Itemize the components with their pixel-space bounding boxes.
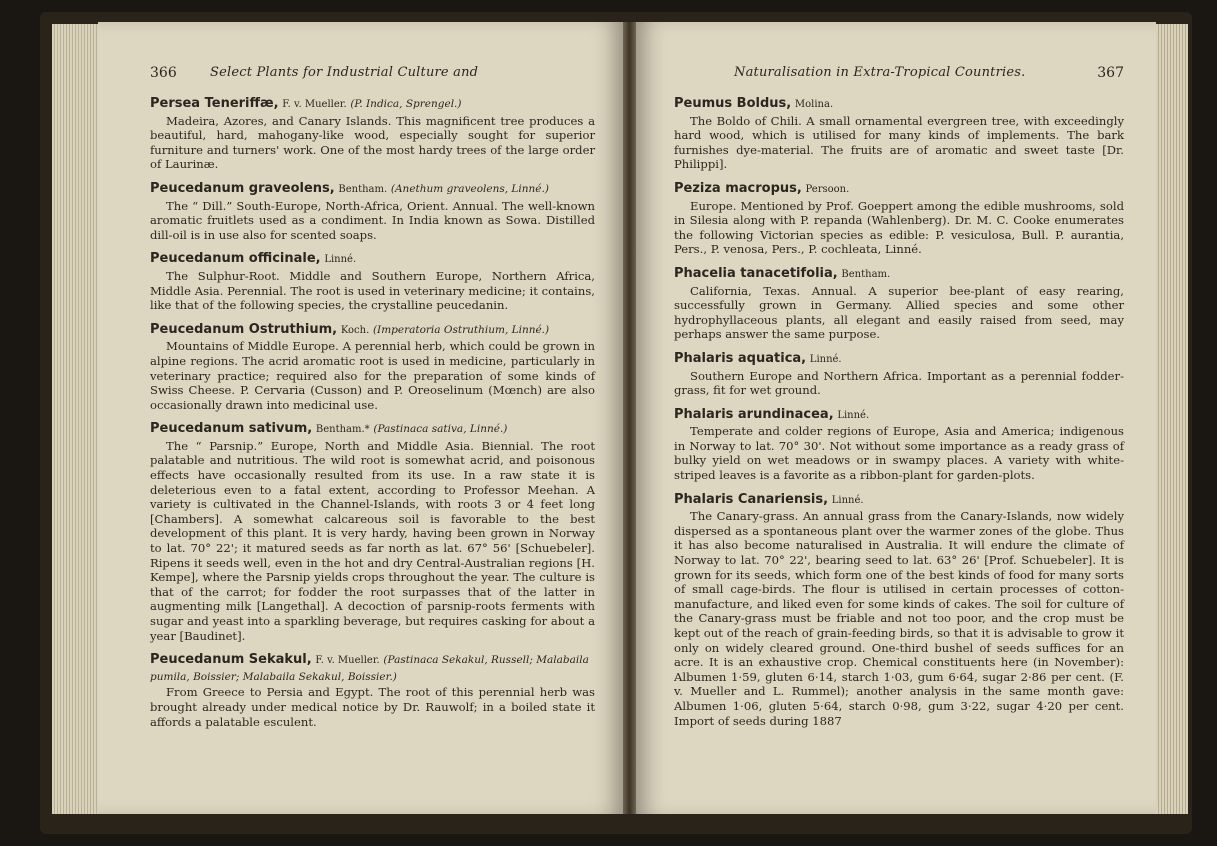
page-number: 367 bbox=[1097, 65, 1124, 81]
page-edges-left bbox=[52, 24, 98, 814]
entry-heading bbox=[150, 652, 595, 684]
plant-authority: Linné. bbox=[809, 353, 842, 365]
plant-entry bbox=[674, 266, 1124, 342]
entry-heading bbox=[674, 492, 1124, 509]
plant-authority: Bentham. bbox=[841, 268, 891, 280]
plant-synonym: (Imperatoria Ostruthium, Linné.) bbox=[372, 323, 550, 336]
plant-authority: F. v. Mueller. bbox=[282, 99, 347, 110]
entry-text: Europe. Mentioned by Prof. Goeppert among the edible mushrooms, sold in Silesia along with P. repanda (Wahlenberg). Dr. M. C. Cooke enumerates the following Victorian species as edible: P. vesiculosa, Bull. P. aurantia, Pers., P. venosa, Pers., P. cochleata, Linné. bbox=[674, 198, 1124, 257]
left-page-content bbox=[150, 22, 595, 814]
plant-name: Peumus Boldus, bbox=[674, 96, 792, 111]
plant-authority: Bentham. bbox=[338, 183, 388, 195]
plant-authority: F. v. Mueller. bbox=[315, 655, 380, 667]
plant-entry bbox=[150, 322, 595, 413]
plant-entry bbox=[674, 407, 1124, 483]
plant-name: Phacelia tanacetifolia, bbox=[674, 265, 838, 281]
plant-name: Peucedanum officinale, bbox=[150, 251, 321, 267]
plant-name: Persea Teneriffæ, bbox=[150, 96, 279, 111]
entry-heading bbox=[674, 351, 1124, 368]
entry-text: California, Texas. Annual. A superior bee-plant of easy rearing, successfully grown in Germany. Allied species and some other hydrophyllaceous plants, all elegant and easily raised from seed, may perhaps answer the same purpose. bbox=[674, 283, 1124, 342]
entry-heading bbox=[150, 421, 595, 438]
entry-heading bbox=[150, 96, 595, 113]
entry-heading bbox=[150, 251, 595, 268]
entry-heading bbox=[674, 96, 1124, 113]
entry-text: The “ Parsnip.” Europe, North and Middle Asia. Biennial. The root palatable and nutritious. The wild root is somewhat acrid, and poisonous effects have occasionally resulted from its use. In a raw state it is deleterious even to a fatal extent, according to Professor Meehan. A variety is cultivated in the Channel-Islands, with roots 3 or 4 feet long [Chambers]. A somewhat calcareous soil is favorable to the best development of this plant. It is very hardy, having been grown in Norway to lat. 70° 22'; it matured seeds as far north as lat. 67° 56' [Schuebeler]. Ripens it seeds well, even in the hot and dry Central-Australian regions [H. Kempe], where the Parsnip yields crops throughout the year. The culture is that of the carrot; for fodder the root surpasses that of the latter in augmenting milk [Langethal]. A decoction of parsnip-roots ferments with sugar and yeast into a sparkling beverage, but requires casking for about a year [Baudinet]. bbox=[150, 438, 595, 643]
plant-entry bbox=[150, 652, 595, 729]
plant-name: Peucedanum Ostruthium, bbox=[150, 321, 338, 337]
plant-synonym: (P. Indica, Sprengel.) bbox=[350, 98, 462, 110]
plant-synonym: (Pastinaca sativa, Linné.) bbox=[373, 423, 508, 436]
plant-authority: Bentham.* bbox=[315, 424, 370, 436]
left-page-header bbox=[150, 66, 595, 86]
plant-entry bbox=[150, 421, 595, 643]
entry-text: The “ Dill.” South-Europe, North-Africa, Orient. Annual. The well-known aromatic fruitlets used as a condiment. In India known as Sowa. Distilled dill-oil is in use also for scented soaps. bbox=[150, 198, 595, 242]
plant-authority: Koch. bbox=[340, 324, 370, 336]
plant-synonym: (Pastinaca Sekakul, Russell; Malabaila pumila, Boissier; Malabaila Sekakul, Boissier.) bbox=[150, 654, 589, 683]
plant-name: Phalaris aquatica, bbox=[674, 350, 807, 366]
page-edges-right bbox=[1156, 24, 1188, 814]
entry-text: Madeira, Azores, and Canary Islands. This magnificent tree produces a beautiful, hard, mahogany-like wood, especially sought for superior furniture and turners' work. One of the most hardy trees of the large order of Laurinæ. bbox=[150, 113, 595, 172]
plant-authority: Persoon. bbox=[805, 183, 850, 195]
plant-name: Peucedanum graveolens, bbox=[150, 180, 335, 196]
entry-text: The Sulphur-Root. Middle and Southern Europe, Northern Africa, Middle Asia. Perennial. The root is used in veterinary medicine; it contains, like that of the following species, the crystalline peucedanin. bbox=[150, 268, 595, 313]
plant-authority: Molina. bbox=[794, 99, 834, 110]
plant-authority: Linné. bbox=[831, 494, 864, 506]
plant-name: Phalaris arundinacea, bbox=[674, 406, 834, 422]
plant-entry bbox=[674, 96, 1124, 172]
right-page-content bbox=[674, 22, 1124, 814]
right-page bbox=[636, 22, 1156, 814]
entry-text: Mountains of Middle Europe. A perennial herb, which could be grown in alpine regions. The acrid aromatic root is used in medicine, particularly in veterinary practice; required also for the preparation of some kinds of Swiss Cheese. P. Cervaria (Cusson) and P. Oreoselinum (Mœnch) are also occasionally drawn into medicinal use. bbox=[150, 339, 595, 412]
plant-authority: Linné. bbox=[324, 254, 357, 266]
entry-text: From Greece to Persia and Egypt. The root of this perennial herb was brought already under medical notice by Dr. Rauwolf; in a boiled state it affords a palatable esculent. bbox=[150, 685, 595, 729]
plant-authority: Linné. bbox=[837, 409, 870, 421]
entry-text: Temperate and colder regions of Europe, Asia and America; indigenous in Norway to lat. 70° 30'. Not without some importance as a ready grass of bulky yield on wet meadows or in swampy places. A variety with white-striped leaves is a favorite as a ribbon-plant for garden-plots. bbox=[674, 424, 1124, 483]
entry-heading bbox=[674, 266, 1124, 283]
entry-heading bbox=[674, 407, 1124, 424]
entry-text: The Canary-grass. An annual grass from the Canary-Islands, now widely dispersed as a spontaneous plant over the warmer zones of the globe. Thus it has also become naturalised in Australia. It will endure the climate of Norway to lat. 70° 22', bearing seed to lat. 63° 26' [Prof. Schuebeler]. It is grown for its seeds, which form one of the best kinds of food for many sorts of small cage-birds. The flour is utilised in certain processes of cotton-manufacture, and liked even for some kinds of cakes. The soil for culture of the Canary-grass must be friable and not too poor, and the crop must be kept out of the reach of grain-feeding birds, so that it is advisable to grow it only on widely cleared ground. One-third bushel of seeds suffices for an acre. It is an exhaustive crop. Chemical constituents here (in November): Albumen 1·59, gluten 6·14, starch 1·03, gum 6·64, sugar 2·86 per cent. (F. v. Mueller and L. Rummel); another analysis in the same month gave: Albumen 1·06, gluten 5·64, starch 0·98, gum 3·22, sugar 4·20 per cent. Import of seeds during 1887 bbox=[674, 509, 1124, 728]
plant-name: Peucedanum Sekakul, bbox=[150, 652, 312, 668]
left-page bbox=[98, 22, 623, 814]
plant-entry bbox=[674, 492, 1124, 729]
plant-name: Peucedanum sativum, bbox=[150, 421, 313, 437]
entry-text: The Boldo of Chili. A small ornamental evergreen tree, with exceedingly hard wood, which is utilised for many kinds of implements. The bark furnishes dye-material. The fruits are of aromatic and sweet taste [Dr. Philippi]. bbox=[674, 113, 1124, 172]
book-gutter bbox=[623, 22, 636, 814]
plant-entry bbox=[150, 96, 595, 172]
plant-entry bbox=[674, 181, 1124, 257]
entry-heading bbox=[150, 181, 595, 198]
plant-entry bbox=[674, 351, 1124, 398]
running-head: Select Plants for Industrial Culture and bbox=[210, 65, 479, 80]
plant-entry bbox=[150, 181, 595, 242]
page-number: 366 bbox=[150, 65, 177, 81]
plant-name: Phalaris Canariensis, bbox=[674, 491, 829, 507]
entry-text: Southern Europe and Northern Africa. Important as a perennial fodder-grass, fit for wet ground. bbox=[674, 368, 1124, 398]
plant-synonym: (Anethum graveolens, Linné.) bbox=[390, 182, 549, 195]
plant-name: Peziza macropus, bbox=[674, 180, 802, 196]
right-page-header bbox=[674, 66, 1124, 86]
right-entries bbox=[674, 96, 1124, 728]
entry-heading bbox=[150, 322, 595, 339]
entry-heading bbox=[674, 181, 1124, 198]
left-entries bbox=[150, 96, 595, 729]
running-head: Naturalisation in Extra-Tropical Countries. bbox=[734, 65, 1026, 80]
plant-entry bbox=[150, 251, 595, 312]
